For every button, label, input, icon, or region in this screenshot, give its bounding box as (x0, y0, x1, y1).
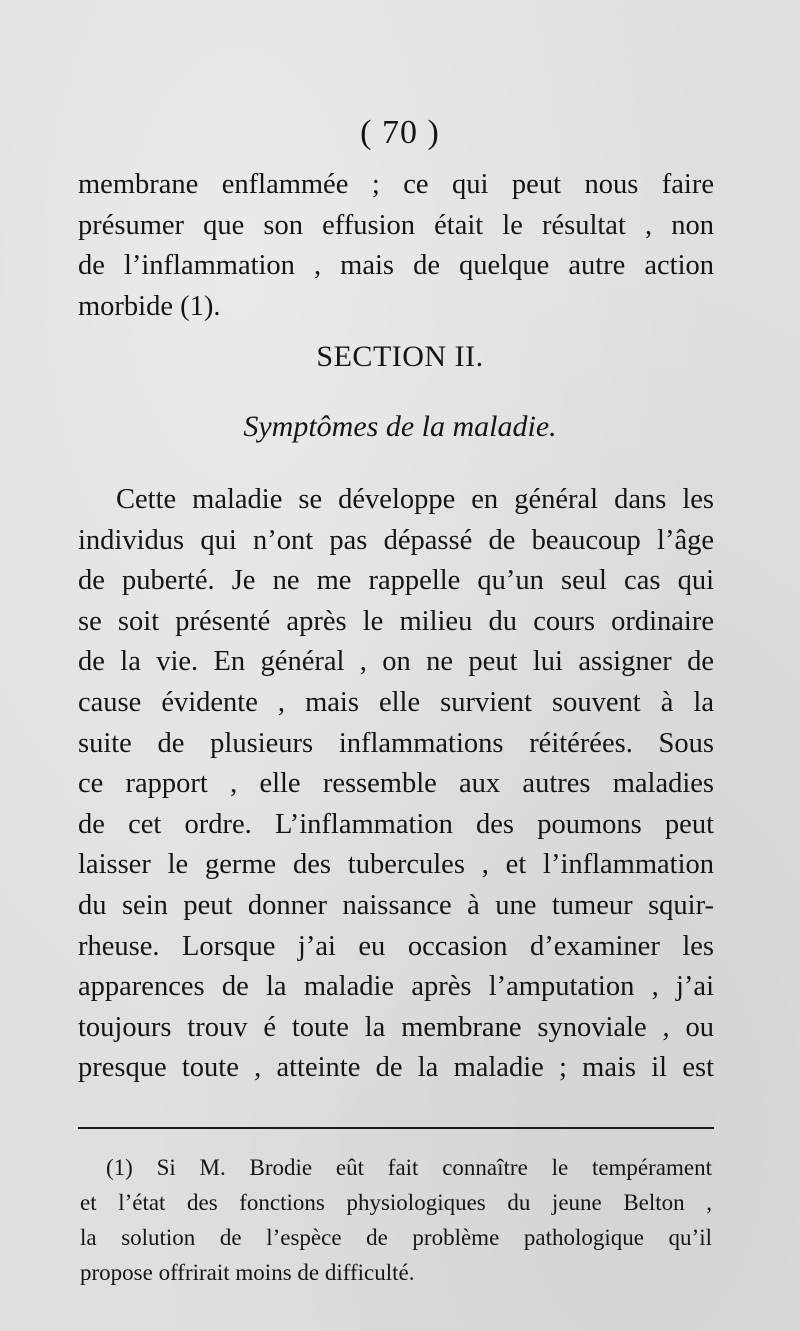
text-line: toujours trouv é toute la membrane synoviale , ou (78, 1011, 714, 1043)
text-line: apparences de la maladie après l’amputation , j’ai (78, 971, 714, 1003)
text-line: cause évidente , mais elle survient souvent à la (78, 686, 714, 718)
page-number: ( 70 ) (360, 114, 440, 151)
text-line: de puberté. Je ne me rappelle qu’un seul cas qui (78, 565, 714, 597)
text-line: Cette maladie se développe en général dans les (116, 484, 714, 515)
section-heading: SECTION II. (316, 340, 484, 373)
text-line: de cet ordre. L’inflammation des poumons peut (78, 808, 714, 840)
footnote-rule (78, 1127, 714, 1129)
text-line: se soit présenté après le milieu du cours ordinaire (78, 605, 714, 637)
paragraph-continued (78, 165, 714, 327)
text-line: laisser le germe des tubercules , et l’inflammation (78, 849, 714, 881)
text-line: presque toute , atteinte de la maladie ; mais il est (78, 1052, 714, 1084)
text-line: de l’inflammation , mais de quelque autre action (78, 250, 714, 282)
text-line: de la vie. En général , on ne peut lui assigner de (78, 646, 714, 678)
section-subheading: Symptômes de la maladie. (243, 410, 557, 443)
text-line: suite de plusieurs inflammations réitérées. Sous (78, 727, 714, 759)
text-line: membrane enflammée ; ce qui peut nous faire (78, 169, 714, 200)
text-line: présumer que son effusion était le résultat , non (78, 209, 714, 241)
footnote-line: et l’état des fonctions physiologiques du jeune Belton , (80, 1190, 712, 1215)
text-line: morbide (1). (78, 290, 221, 322)
footnote-line: la solution de l’espèce de problème pathologique qu’il (80, 1225, 712, 1250)
text-line: du sein peut donner naissance à une tumeur squir- (78, 889, 714, 921)
footnote-line: propose offrirait moins de difficulté. (80, 1260, 415, 1285)
text-line: ce rapport , elle ressemble aux autres maladies (78, 768, 714, 800)
paragraph-symptoms (78, 480, 714, 1089)
text-line: rheuse. Lorsque j’ai eu occasion d’examiner les (78, 930, 714, 962)
text-line: individus qui n’ont pas dépassé de beaucoup l’âge (78, 524, 714, 556)
footnote-line: (1) Si M. Brodie eût fait connaître le tempérament (106, 1155, 712, 1180)
footnote (80, 1150, 712, 1290)
